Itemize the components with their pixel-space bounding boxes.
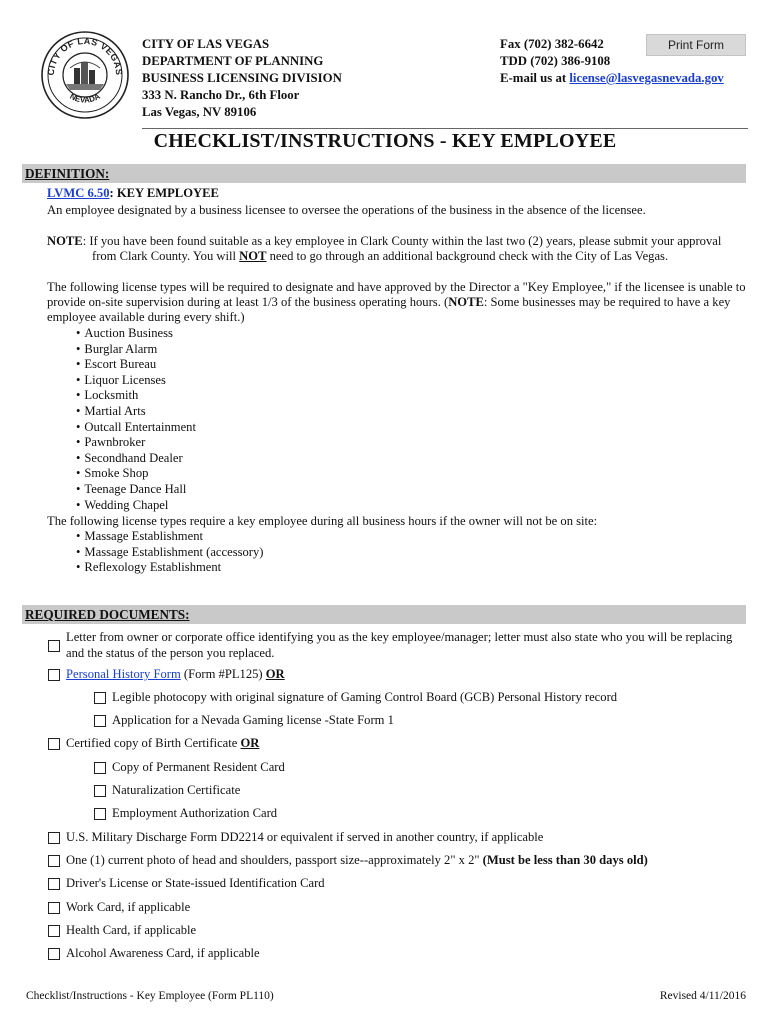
paragraph-note-label: NOTE — [448, 295, 484, 309]
list-item: • Locksmith — [76, 388, 196, 404]
org-line: 333 N. Rancho Dr., 6th Floor — [142, 88, 300, 102]
note-text: from Clark County. You will — [92, 249, 240, 263]
naturalization-checkbox[interactable] — [94, 785, 106, 797]
city-seal-logo — [40, 30, 130, 120]
list-item: • Liquor Licenses — [76, 373, 196, 389]
definition-heading: DEFINITION: — [25, 166, 110, 181]
all-hours-paragraph: The following license types require a key employee during all business hours if the owner will not be on site: — [47, 514, 598, 528]
org-line: Las Vegas, NV 89106 — [142, 105, 257, 119]
personal-history-item — [66, 667, 285, 682]
alcohol-awareness-checkbox[interactable] — [48, 948, 60, 960]
print-form-button[interactable]: Print Form — [646, 34, 746, 56]
email-prefix: E-mail us at — [500, 71, 570, 85]
drivers-license-text: Driver's License or State-issued Identification Card — [66, 876, 325, 890]
note-text: need to go through an additional background check with the City of Las Vegas. — [266, 249, 669, 263]
list-item: • Pawnbroker — [76, 435, 196, 451]
personal-history-checkbox[interactable] — [48, 669, 60, 681]
nevada-gaming-checkbox[interactable] — [94, 715, 106, 727]
license-type-list — [76, 326, 196, 513]
agency-address-block — [142, 36, 342, 121]
list-item: • Martial Arts — [76, 404, 196, 420]
list-item: • Secondhand Dealer — [76, 451, 196, 467]
work-card-checkbox[interactable] — [48, 902, 60, 914]
work-card-text: Work Card, if applicable — [66, 900, 191, 914]
form-number: (Form #PL125) — [180, 667, 266, 681]
letter-text-line-2: and the status of the person you replaced. — [66, 646, 275, 660]
definition-section-bar — [22, 164, 746, 183]
email-line — [500, 70, 724, 87]
note-line-2 — [92, 249, 668, 264]
photo-requirement: (Must be less than 30 days old) — [482, 853, 648, 867]
license-paragraph-line-1: The following license types will be required to designate and have approved by the Director a "Key Employee," if the licensee is unable to — [47, 280, 746, 294]
code-term: : KEY EMPLOYEE — [109, 186, 219, 200]
military-discharge-text: U.S. Military Discharge Form DD2214 or equivalent if served in another country, if applicable — [66, 830, 544, 844]
list-item: • Reflexology Establishment — [76, 560, 263, 576]
list-item: • Burglar Alarm — [76, 342, 196, 358]
resident-card-text: Copy of Permanent Resident Card — [112, 760, 285, 774]
birth-certificate-item — [66, 736, 259, 751]
paragraph-text: provide on-site supervision during at least 1/3 of the business operating hours. ( — [47, 295, 449, 309]
note-line-1 — [47, 234, 721, 249]
code-reference — [47, 186, 219, 201]
list-item: • Massage Establishment (accessory) — [76, 545, 263, 561]
birth-certificate-checkbox[interactable] — [48, 738, 60, 750]
all-hours-license-list — [76, 529, 263, 576]
note-label: NOTE — [47, 234, 83, 248]
lvmc-link[interactable]: LVMC 6.50 — [47, 186, 110, 200]
resident-card-checkbox[interactable] — [94, 762, 106, 774]
birth-certificate-text: Certified copy of Birth Certificate — [66, 736, 241, 750]
org-line: BUSINESS LICENSING DIVISION — [142, 71, 342, 85]
email-link[interactable]: license@lasvegasnevada.gov — [569, 71, 724, 85]
definition-text: An employee designated by a business licensee to oversee the operations of the business in the absence of the licensee. — [47, 203, 646, 217]
page-title: CHECKLIST/INSTRUCTIONS - KEY EMPLOYEE — [153, 130, 617, 152]
list-item: • Auction Business — [76, 326, 196, 342]
list-item: • Outcall Entertainment — [76, 420, 196, 436]
org-line: DEPARTMENT OF PLANNING — [142, 54, 324, 68]
fax-number: Fax (702) 382-6642 — [500, 37, 604, 51]
paragraph-text: : Some businesses may be required to have a key — [483, 295, 731, 309]
tdd-number: TDD (702) 386-9108 — [500, 54, 611, 68]
footer-form-name: Checklist/Instructions - Key Employee (Form PL110) — [26, 990, 274, 1002]
svg-text:NEVADA: NEVADA — [68, 91, 102, 105]
health-card-checkbox[interactable] — [48, 925, 60, 937]
or-label: OR — [265, 667, 285, 681]
drivers-license-checkbox[interactable] — [48, 878, 60, 890]
footer-revision-date: Revised 4/11/2016 — [659, 990, 746, 1002]
license-paragraph-line-3: employee available during every shift.) — [47, 310, 245, 324]
photo-checkbox[interactable] — [48, 855, 60, 867]
list-item: • Teenage Dance Hall — [76, 482, 196, 498]
military-discharge-checkbox[interactable] — [48, 832, 60, 844]
alcohol-awareness-text: Alcohol Awareness Card, if applicable — [66, 946, 260, 960]
list-item: • Wedding Chapel — [76, 498, 196, 514]
health-card-text: Health Card, if applicable — [66, 923, 197, 937]
letter-text-line-1: Letter from owner or corporate office identifying you as the key employee/manager; letter must also state who you will be replacing — [66, 630, 733, 644]
gcb-checkbox[interactable] — [94, 692, 106, 704]
employment-authorization-checkbox[interactable] — [94, 808, 106, 820]
list-item: • Smoke Shop — [76, 466, 196, 482]
org-line: CITY OF LAS VEGAS — [142, 37, 270, 51]
letter-checkbox[interactable] — [48, 640, 60, 652]
note-text: : If you have been found suitable as a key employee in Clark County within the last two (2) years, please submit your approval — [82, 234, 722, 248]
or-label: OR — [240, 736, 260, 750]
license-paragraph-line-2 — [47, 295, 730, 310]
photo-text: One (1) current photo of head and shoulders, passport size--approximately 2" x 2" — [66, 853, 483, 867]
nevada-gaming-text: Application for a Nevada Gaming license -State Form 1 — [112, 713, 394, 727]
gcb-text: Legible photocopy with original signature of Gaming Control Board (GCB) Personal History record — [112, 690, 618, 704]
personal-history-form-link[interactable]: Personal History Form — [66, 667, 181, 681]
list-item: • Massage Establishment — [76, 529, 263, 545]
naturalization-text: Naturalization Certificate — [112, 783, 241, 797]
note-not: NOT — [239, 249, 267, 263]
employment-authorization-text: Employment Authorization Card — [112, 806, 278, 820]
required-documents-section-bar — [22, 605, 746, 624]
list-item: • Escort Bureau — [76, 357, 196, 373]
required-documents-heading: REQUIRED DOCUMENTS: — [25, 607, 190, 622]
photo-item — [66, 853, 648, 868]
svg-text:CITY OF LAS VEGAS: CITY OF LAS VEGAS — [45, 35, 125, 76]
header-divider — [142, 128, 748, 129]
